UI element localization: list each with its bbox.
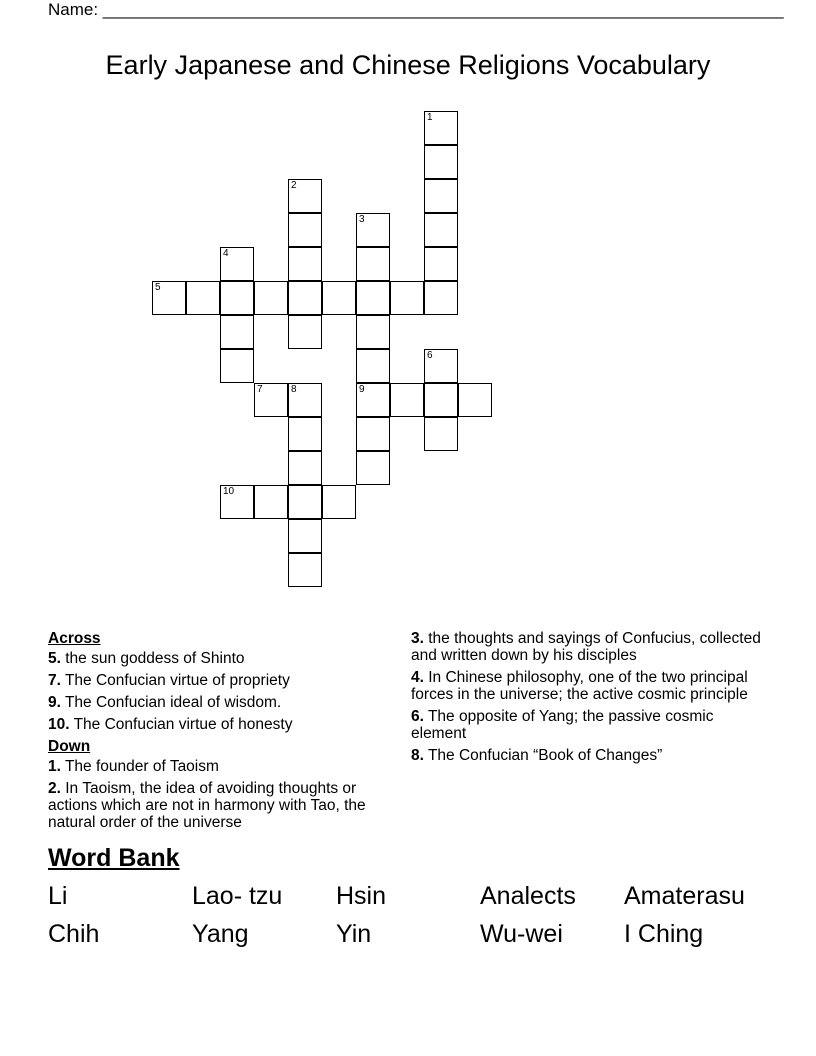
clues-right-column: [411, 630, 761, 769]
crossword-cell[interactable]: [254, 485, 288, 519]
crossword-cell[interactable]: [458, 383, 492, 417]
crossword-cell[interactable]: [288, 383, 322, 417]
clue-text: The Confucian “Book of Changes”: [427, 747, 663, 764]
clue-number: 3.: [411, 630, 424, 647]
word-bank-row: [48, 882, 808, 920]
word-bank-word: Yin: [336, 920, 372, 948]
crossword-cell[interactable]: [220, 485, 254, 519]
word-bank: [48, 882, 808, 958]
crossword-cell[interactable]: [424, 111, 458, 145]
crossword-cell[interactable]: [288, 553, 322, 587]
crossword-cell[interactable]: [390, 383, 424, 417]
crossword-cell[interactable]: [424, 247, 458, 281]
crossword-cell[interactable]: [356, 315, 390, 349]
word-bank-row: [48, 920, 808, 958]
down-heading: Down: [48, 738, 91, 755]
crossword-cell[interactable]: [288, 247, 322, 281]
clue-number: 1.: [48, 758, 61, 775]
crossword-cell[interactable]: [288, 519, 322, 553]
clue-text: The opposite of Yang; the passive cosmic element: [411, 708, 714, 742]
clue-text: The founder of Taoism: [64, 758, 219, 775]
cell-number: 7: [257, 384, 263, 395]
clue-down-3: [411, 630, 761, 664]
clue-text: The Confucian ideal of wisdom.: [64, 694, 282, 711]
crossword-cell[interactable]: [288, 417, 322, 451]
crossword-cell[interactable]: [356, 451, 390, 485]
crossword-cell[interactable]: [356, 417, 390, 451]
crossword-cell[interactable]: [186, 281, 220, 315]
cell-number: 6: [427, 350, 433, 361]
cell-number: 2: [291, 180, 297, 191]
crossword-cell[interactable]: [254, 383, 288, 417]
clue-number: 10.: [48, 716, 70, 733]
clue-text: The Confucian virtue of propriety: [64, 672, 290, 689]
crossword-cell[interactable]: [424, 417, 458, 451]
clue-across-9: [48, 694, 403, 711]
clue-across-7: [48, 672, 403, 689]
cell-number: 4: [223, 248, 229, 259]
crossword-cell[interactable]: [424, 213, 458, 247]
word-bank-word: Analects: [480, 882, 576, 910]
cell-number: 3: [359, 214, 365, 225]
crossword-cell[interactable]: [288, 451, 322, 485]
clue-text: the thoughts and sayings of Confucius, collected and written down by his disciples: [411, 630, 761, 664]
page-title: Early Japanese and Chinese Religions Vocabulary: [105, 50, 711, 80]
clue-down-8: [411, 747, 761, 764]
clue-number: 8.: [411, 747, 424, 764]
crossword-cell[interactable]: [220, 315, 254, 349]
cell-number: 5: [155, 282, 161, 293]
crossword-cell[interactable]: [424, 349, 458, 383]
crossword-cell[interactable]: [288, 315, 322, 349]
name-field-label: Name: ________________________________________________________________________: [48, 0, 784, 19]
cell-number: 8: [291, 384, 297, 395]
word-bank-word: Hsin: [336, 882, 387, 910]
crossword-cell[interactable]: [288, 281, 322, 315]
crossword-cell[interactable]: [220, 349, 254, 383]
clue-down-4: [411, 669, 761, 703]
word-bank-word: Yang: [192, 920, 249, 948]
cell-number: 1: [427, 112, 433, 123]
clue-number: 5.: [48, 650, 61, 667]
crossword-cell[interactable]: [322, 281, 356, 315]
crossword-cell[interactable]: [356, 281, 390, 315]
crossword-cell[interactable]: [424, 145, 458, 179]
crossword-cell[interactable]: [220, 247, 254, 281]
crossword-cell[interactable]: [220, 281, 254, 315]
crossword-cell[interactable]: [288, 213, 322, 247]
clue-text: the sun goddess of Shinto: [65, 650, 245, 667]
clue-number: 7.: [48, 672, 61, 689]
crossword-cell[interactable]: [322, 485, 356, 519]
clue-down-2: [48, 780, 403, 831]
word-bank-word: Chih: [48, 920, 100, 948]
crossword-cell[interactable]: [424, 179, 458, 213]
clue-across-10: [48, 716, 403, 733]
clue-text: The Confucian virtue of honesty: [73, 716, 293, 733]
word-bank-word: Wu-wei: [480, 920, 563, 948]
crossword-cell[interactable]: [152, 281, 186, 315]
clue-number: 6.: [411, 708, 424, 725]
cell-number: 10: [223, 486, 235, 497]
clue-down-1: [48, 758, 403, 775]
word-bank-word: Li: [48, 882, 68, 910]
word-bank-word: Amaterasu: [624, 882, 745, 910]
cell-number: 9: [359, 384, 365, 395]
clue-number: 2.: [48, 780, 61, 797]
clue-number: 4.: [411, 669, 424, 686]
word-bank-word: Lao- tzu: [192, 882, 283, 910]
crossword-cell[interactable]: [288, 485, 322, 519]
crossword-cell[interactable]: [356, 383, 390, 417]
across-heading: Across: [48, 630, 101, 647]
crossword-cell[interactable]: [288, 179, 322, 213]
crossword-cell[interactable]: [424, 383, 458, 417]
crossword-cell[interactable]: [356, 247, 390, 281]
crossword-cell[interactable]: [254, 281, 288, 315]
crossword-cell[interactable]: [356, 213, 390, 247]
clue-text: In Chinese philosophy, one of the two principal forces in the universe; the active cosmic principle: [411, 669, 748, 703]
clues-left-column: [48, 630, 403, 836]
clue-down-6: [411, 708, 761, 742]
crossword-cell[interactable]: [356, 349, 390, 383]
word-bank-word: I Ching: [624, 920, 704, 948]
clue-across-5: [48, 650, 403, 667]
crossword-cell[interactable]: [424, 281, 458, 315]
crossword-cell[interactable]: [390, 281, 424, 315]
clue-number: 9.: [48, 694, 61, 711]
clue-text: In Taoism, the idea of avoiding thoughts or actions which are not in harmony with Tao, the natural order of the universe: [48, 780, 366, 831]
word-bank-title: Word Bank: [48, 844, 180, 872]
